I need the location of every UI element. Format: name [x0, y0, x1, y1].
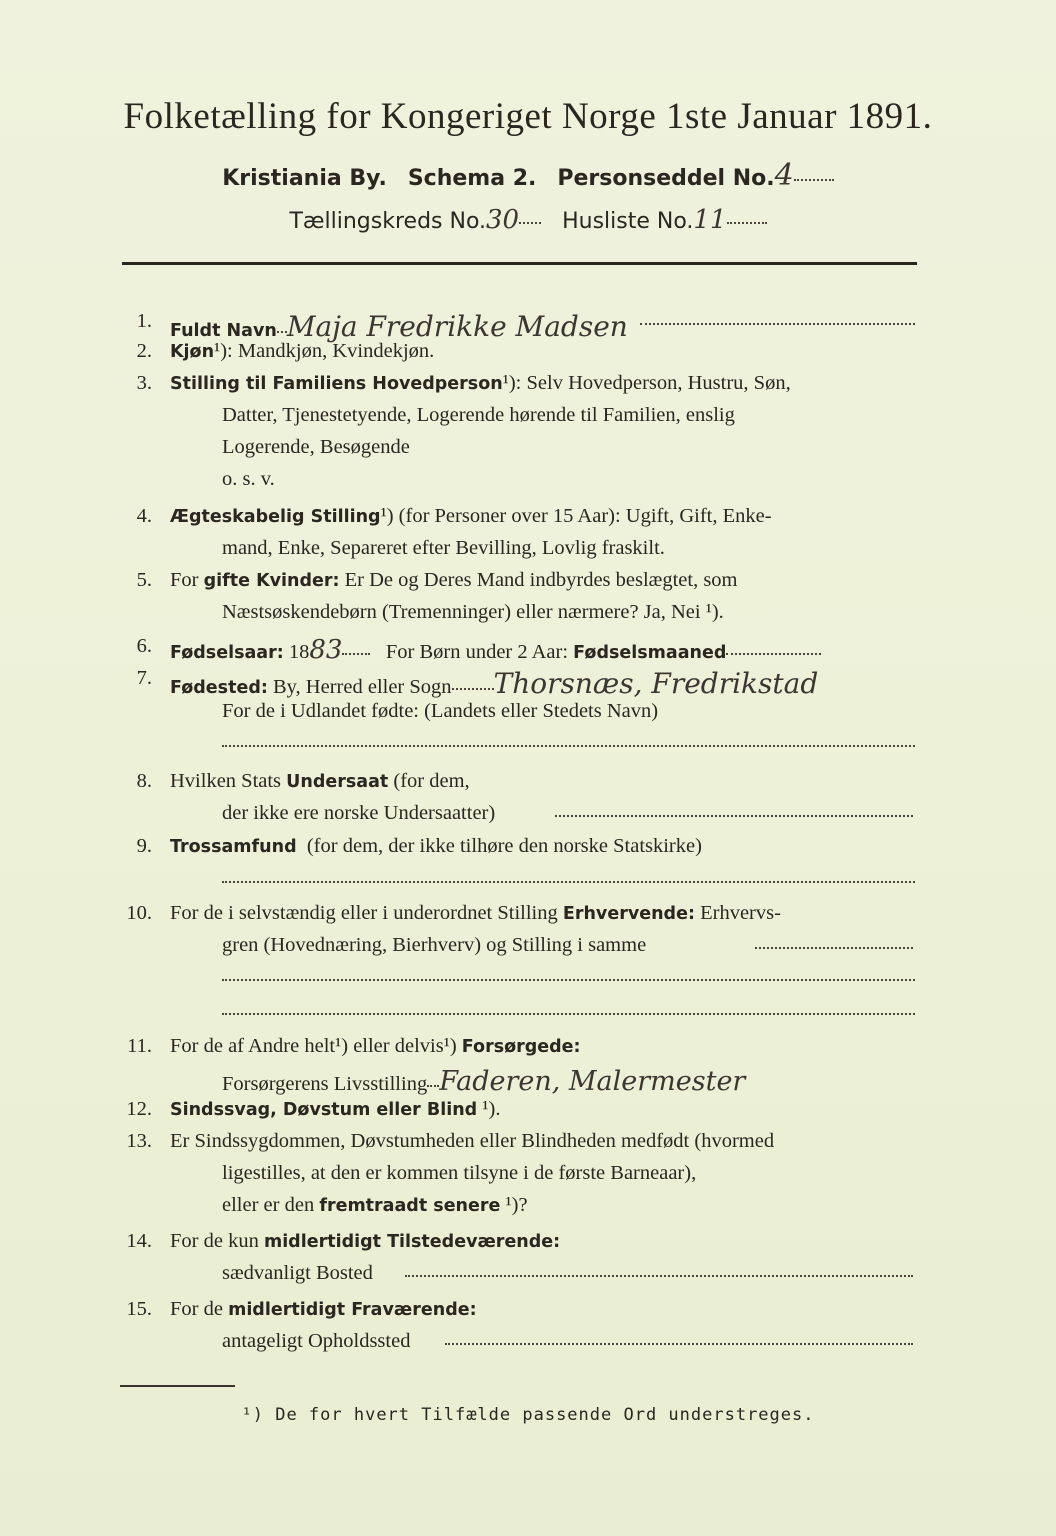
form-subtitle-line	[0, 158, 1056, 193]
citizenship-label: Undersaat	[286, 772, 389, 792]
disability-label: Sindssvag, Døvstum eller Blind	[170, 1100, 478, 1120]
temporary-absent-label: midlertidigt Fraværende:	[228, 1300, 477, 1320]
probable-location-label: antageligt Opholdssted	[222, 1330, 411, 1352]
married-women-label: gifte Kvinder:	[203, 571, 340, 591]
schema-label: Schema 2.	[407, 166, 537, 191]
occupation-label: Erhvervende:	[562, 904, 695, 924]
taellingskreds-label: Tællingskreds No.	[289, 209, 487, 234]
occupation-note: gren (Hovednæring, Bierhverv) og Stilling i samme	[222, 934, 647, 956]
provider-occupation-value: Faderen, Malermester	[439, 1066, 746, 1097]
taellingskreds-number: 30	[486, 205, 520, 235]
full-name-value: Maja Fredrikke Madsen	[286, 310, 628, 343]
citizenship-note: der ikke ere norske Undersaatter)	[222, 802, 496, 824]
disability-question-1: Er Sindssygdommen, Døvstumheden eller Blindheden medfødt (hvormed	[170, 1130, 775, 1152]
foreign-birthplace-note: For de i Udlandet fødte: (Landets eller Stedets Navn)	[222, 700, 659, 722]
family-position-label: Stilling til Familiens Hovedperson	[170, 374, 503, 394]
blank-line	[222, 744, 915, 747]
marital-status-options-1: ¹) (for Personer over 15 Aar): Ugift, Gift, Enke-	[380, 505, 772, 527]
usual-residence-label: sædvanligt Bosted	[222, 1262, 373, 1284]
footnote-rule	[120, 1385, 235, 1387]
header-rule	[122, 262, 917, 265]
personseddel-number: 4	[774, 158, 794, 193]
family-position-options-1: ¹): Selv Hovedperson, Hustru, Søn,	[502, 372, 791, 394]
footnote: ¹) De for hvert Tilfælde passende Ord understreges.	[241, 1405, 815, 1425]
marital-status-options-2: mand, Enke, Separeret efter Bevilling, Lovlig fraskilt.	[222, 537, 665, 559]
birth-month-label: Fødselsmaaned	[573, 643, 727, 663]
sex-label: Kjøn	[170, 342, 215, 362]
district-line	[0, 205, 1056, 235]
disability-question-2: ligestilles, at den er kommen tilsyne i de første Barneaar),	[222, 1162, 697, 1184]
married-women-question-2: Næstsøskendebørn (Tremenninger) eller nærmere? Ja, Nei ¹).	[222, 601, 724, 623]
birth-year-value: 83	[309, 635, 343, 665]
census-form: Folketælling for Kongeriget Norge 1ste Januar 1891. Kristiania By. Schema 2. Personseddel No.4 Tællingskreds No.30 Husliste No.11 1. Fuldt Navn Maja Fredrikke Madsen 2. Kjøn¹): Mandkjøn, Kvindekjøn. 3. Stilling til Familiens Hovedperson¹): Selv Hovedperson, Hustru, Søn, Datter, Tjenestetyende, Logerende hørende til Familien, enslig Logerende, Besøgende o. s. v. 4. Ægteskabelig Stilling¹) (for Personer over 15 Aar): Ugift, Gift, Enke- mand, Enke, Separeret efter Bevilling, Lovlig fraskilt. 5. For gifte Kvinder: Er De og Deres Mand indbyrdes beslægtet, som Næstsøskendebørn (Tremenninger) eller nærmere? Ja, Nei ¹). 6. Fødselsaar: 1883 For Børn under 2 Aar: Fødselsmaaned 7. Fødested: By, Herred eller Sogn Thorsnæs, Fredrikstad For de i Udlandet fødte: (Landets eller Stedets Navn) 8. Hvilken Stats Undersaat (for dem, der ikke ere norske Undersaatter) 9. Trossamfund (for dem, der ikke tilhøre den norske Statskirke) 10. For de i selvstændig eller i underordnet Stilling Erhvervende: Erhvervs- gren (Hovednæring, Bierhverv) og Stilling i samme 11. For de af Andre helt¹) eller delvis¹) Forsørgede: Forsørgerens Livsstilling Faderen, Malermester 12. Sindssvag, Døvstum eller Blind ¹). 13. Er Sindssygdommen, Døvstumheden eller Blindheden medfødt (hvormed ligestilles, at den er kommen tilsyne i de første Barneaar), eller er den fremtraadt senere ¹)? 14. For de kun midlertidigt Tilstedeværende: sædvanligt Bosted 15. For de midlertidigt Fraværende: antageligt Opholdssted ¹) De for hvert Tilfælde passende Ord understreges.	[0, 0, 1056, 1536]
personseddel-label: Personseddel No.	[557, 166, 775, 191]
religion-label: Trossamfund	[170, 837, 297, 857]
provider-occupation-label: Forsørgerens Livsstilling	[222, 1073, 428, 1095]
husliste-label: Husliste No.	[562, 209, 694, 234]
family-position-options-4: o. s. v.	[222, 468, 275, 490]
supported-label: Forsørgede:	[461, 1037, 581, 1057]
birthplace-value: Thorsnæs, Fredrikstad	[493, 667, 819, 700]
sex-options: ¹): Mandkjøn, Kvindekjøn.	[214, 340, 435, 362]
later-onset-label: fremtraadt senere	[319, 1196, 501, 1216]
husliste-number: 11	[693, 205, 727, 235]
married-women-question-1: Er De og Deres Mand indbyrdes beslægtet, som	[344, 569, 738, 591]
birth-year-label: Fødselsaar:	[170, 643, 284, 663]
marital-status-label: Ægteskabelig Stilling	[170, 507, 381, 527]
temporary-present-label: midlertidigt Tilstedeværende:	[263, 1232, 561, 1252]
family-position-options-3: Logerende, Besøgende	[222, 436, 410, 458]
family-position-options-2: Datter, Tjenestetyende, Logerende hørende til Familien, enslig	[222, 404, 735, 426]
birthplace-label: Fødested:	[170, 678, 268, 698]
form-title: Folketælling for Kongeriget Norge 1ste Januar 1891.	[123, 96, 933, 137]
full-name-label: Fuldt Navn	[170, 321, 277, 341]
city-label: Kristiania By.	[222, 166, 387, 191]
